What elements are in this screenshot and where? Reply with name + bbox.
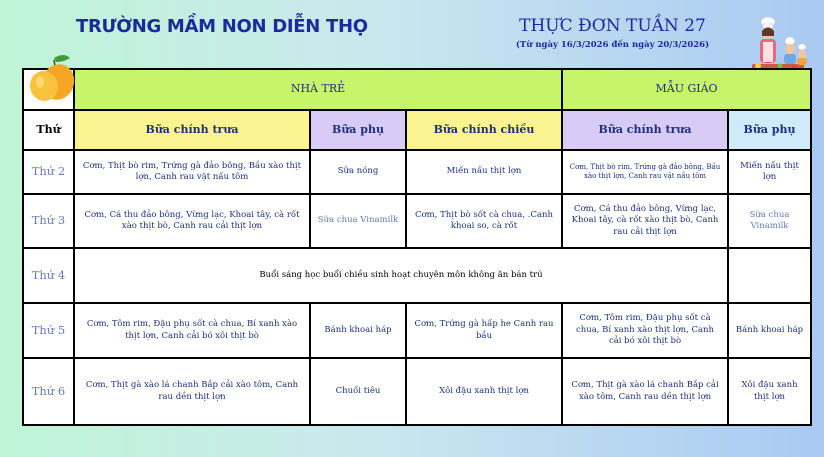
col-mg-phu: Bữa phụ xyxy=(728,110,811,150)
table-row xyxy=(23,248,811,303)
nt-phu-cell: Sữa nóng xyxy=(310,150,406,194)
mg-phu-cell: Bánh khoai háp xyxy=(728,303,811,358)
mg-trua-cell: Cơm, Cá thu đảo bông, Vừng lạc, Khoai tây, cà rốt xào thịt bò, Canh rau cải thịt lợn xyxy=(562,194,728,248)
menu-title: THỰC ĐƠN TUẦN 27 xyxy=(519,16,706,36)
nt-trua-cell: Cơm, Thịt bò rim, Trứng gà đảo bông, Bầu xào thịt lợn, Canh rau vặt nấu tôm xyxy=(74,150,310,194)
nt-phu-cell: Chuối tiêu xyxy=(310,358,406,425)
table-row xyxy=(23,303,811,358)
table-row xyxy=(23,358,811,425)
menu-table xyxy=(22,68,812,426)
mg-phu-cell: Sữa chua Vinamilk xyxy=(728,194,811,248)
day-cell: Thứ 4 xyxy=(23,248,74,303)
col-thu: Thứ xyxy=(23,110,74,150)
column-header-row xyxy=(23,110,811,150)
group-nha-tre: NHÀ TRẺ xyxy=(74,69,562,110)
nt-chieu-cell: Xôi đậu xanh thịt lợn xyxy=(406,358,562,425)
col-nt-trua: Bữa chính trưa xyxy=(74,110,310,150)
group-header-row xyxy=(23,69,811,110)
mg-trua-cell: Cơm, Thịt gà xào lá chanh Bắp cải xào tôm, Canh rau dền thịt lợn xyxy=(562,358,728,425)
school-name: TRƯỜNG MẦM NON DIỄN THỌ xyxy=(76,16,368,37)
nt-trua-cell: Cơm, Tôm rim, Đậu phụ sốt cà chua, Bí xanh xào thịt lợn, Canh cải bó xôi thịt bò xyxy=(74,303,310,358)
nt-chieu-cell: Cơm, Trứng gà hấp he Canh rau bầu xyxy=(406,303,562,358)
mg-trua-cell: Cơm, Tôm rim, Đậu phụ sốt cà chua, Bí xanh xào thịt lợn, Canh cải bó xôi thịt bò xyxy=(562,303,728,358)
day-cell: Thứ 5 xyxy=(23,303,74,358)
nt-phu-cell: Sữa chua Vinamilk xyxy=(310,194,406,248)
table-row xyxy=(23,150,811,194)
mg-phu-cell: Xôi đậu xanh thịt lợn xyxy=(728,358,811,425)
day-cell: Thứ 6 xyxy=(23,358,74,425)
nt-chieu-cell: Miến nấu thịt lợn xyxy=(406,150,562,194)
mg-trua-cell: Cơm, Thịt bò rim, Trứng gà đảo bông, Bầu xào thịt lợn, Canh rau vặt nấu tôm xyxy=(562,150,728,194)
nt-chieu-cell: Cơm, Thịt bò sốt cà chua, .Canh khoai so, cà rốt xyxy=(406,194,562,248)
col-mg-trua: Bữa chính trưa xyxy=(562,110,728,150)
nt-trua-cell: Cơm, Thịt gà xào lá chanh Bắp cải xào tôm, Canh rau dền thịt lợn xyxy=(74,358,310,425)
group-mau-giao: MẪU GIÁO xyxy=(562,69,811,110)
mg-phu-cell: Miến nấu thịt lợn xyxy=(728,150,811,194)
nt-phu-cell: Bánh khoai háp xyxy=(310,303,406,358)
nt-trua-cell: Cơm, Cá thu đảo bông, Vừng lạc, Khoai tây, cà rốt xào thịt bò, Canh rau cải thịt lợn xyxy=(74,194,310,248)
col-nt-phu: Bữa phụ xyxy=(310,110,406,150)
empty-cell xyxy=(728,248,811,303)
table-row xyxy=(23,194,811,248)
day-cell: Thứ 3 xyxy=(23,194,74,248)
mango-icon xyxy=(24,52,80,104)
day-cell: Thứ 2 xyxy=(23,150,74,194)
col-nt-chieu: Bữa chính chiều xyxy=(406,110,562,150)
note-cell: Buổi sáng học buổi chiều sinh hoạt chuyên môn không ăn bán trú xyxy=(74,248,728,303)
date-range: (Từ ngày 16/3/2026 đến ngày 20/3/2026) xyxy=(515,40,710,50)
